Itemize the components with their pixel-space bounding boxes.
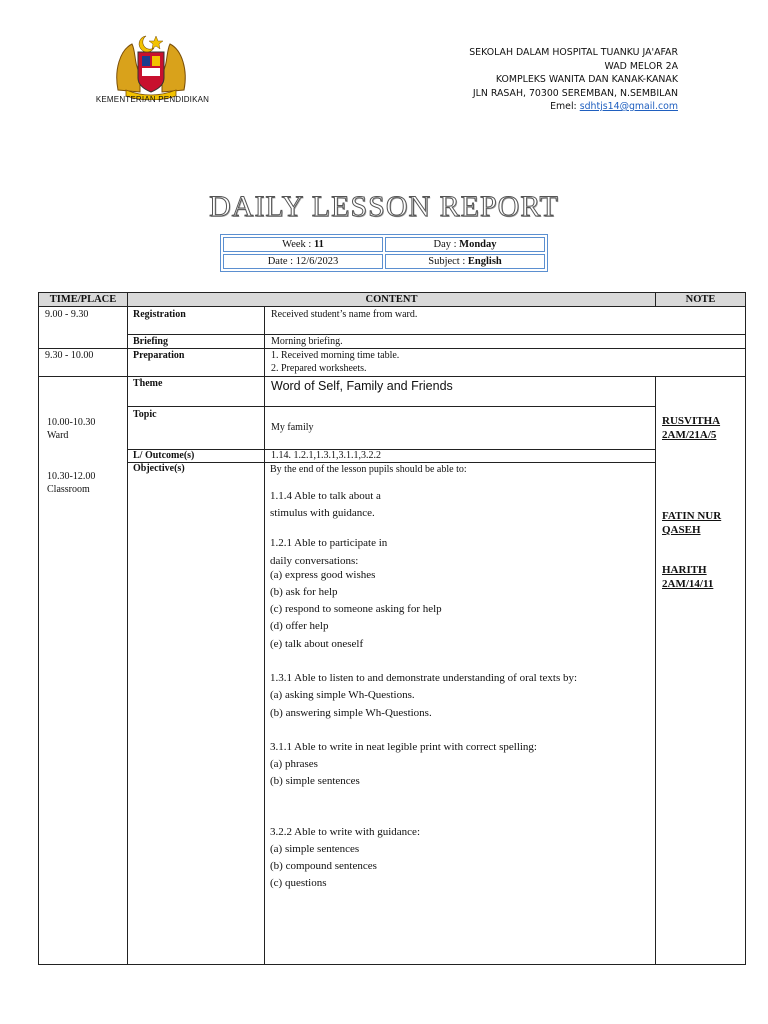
- email-label: Emel:: [550, 101, 580, 112]
- header-note: NOTE: [685, 294, 716, 305]
- objective-intro: By the end of the lesson pupils should be able to:: [270, 464, 467, 475]
- objective-line: 1.3.1 Able to listen to and demonstrate understanding of oral texts by:: [270, 672, 578, 684]
- outcome-label: L/ Outcome(s): [133, 450, 195, 461]
- divider: [655, 376, 656, 964]
- header-time-place: TIME/PLACE: [49, 294, 117, 305]
- note-student-ward: 2AM/14/11: [662, 578, 714, 590]
- divider: [127, 406, 655, 407]
- divider: [264, 306, 265, 964]
- date-label: Date :: [267, 256, 296, 267]
- note-student-ward: 2AM/21A/5: [662, 429, 717, 441]
- objective-line: (a) asking simple Wh-Questions.: [270, 689, 415, 701]
- note-student-name: FATIN NUR: [662, 510, 722, 522]
- objective-line: stimulus with guidance.: [270, 507, 375, 519]
- objective-line: (a) phrases: [270, 758, 318, 770]
- preparation-item-1: 1. Received morning time table.: [271, 350, 400, 361]
- subject-value: English: [467, 256, 502, 267]
- divider: [127, 449, 655, 450]
- outcome-text: 1.14. 1.2.1,1.3.1,3.1.1,3.2.2: [271, 450, 381, 461]
- objective-line: (a) simple sentences: [270, 843, 360, 855]
- objective-line: 3.1.1 Able to write in neat legible print with correct spelling:: [270, 741, 537, 753]
- email-line: [469, 100, 678, 114]
- registration-text: Received student’s name from ward.: [271, 309, 418, 320]
- objective-line: daily conversations:: [270, 555, 359, 567]
- divider: [127, 293, 128, 964]
- ministry-name: KEMENTERIAN PENDIDIKAN: [95, 95, 210, 104]
- objective-line: (b) answering simple Wh-Questions.: [270, 707, 432, 719]
- note-student-name: HARITH: [662, 564, 707, 576]
- subject-cell: [385, 254, 545, 269]
- divider: [39, 376, 745, 377]
- objective-line: (a) express good wishes: [270, 569, 376, 581]
- school-line-1: SEKOLAH DALAM HOSPITAL TUANKU JA'AFAR: [469, 47, 678, 58]
- objective-line: (b) ask for help: [270, 586, 338, 598]
- school-line-2: WAD MELOR 2A: [604, 60, 678, 72]
- objective-line: (e) talk about oneself: [270, 638, 364, 650]
- school-line-3: KOMPLEKS WANITA DAN KANAK-KANAK: [495, 74, 678, 85]
- week-cell: [223, 237, 383, 252]
- place-classroom: Classroom: [47, 484, 90, 495]
- day-value: Monday: [459, 239, 497, 250]
- objective-line: (b) simple sentences: [270, 775, 360, 787]
- registration-label: Registration: [133, 309, 186, 320]
- preparation-label: Preparation: [133, 350, 185, 361]
- objective-label: Objective(s): [133, 463, 185, 474]
- objective-line: (c) respond to someone asking for help: [270, 603, 442, 615]
- email-link[interactable]: sdhtjs14@gmail.com: [579, 101, 678, 112]
- briefing-label: Briefing: [133, 336, 168, 347]
- objective-line: (d) offer help: [270, 620, 329, 632]
- theme-text: Word of Self, Family and Friends: [271, 379, 453, 393]
- week-value: 11: [313, 239, 324, 250]
- lesson-info-table: [220, 234, 548, 272]
- topic-text: My family: [271, 422, 314, 433]
- header-content: CONTENT: [365, 294, 418, 305]
- divider: [127, 334, 745, 335]
- topic-label: Topic: [133, 409, 157, 420]
- time-slot-2: 9.30 - 10.00: [45, 350, 94, 361]
- briefing-text: Morning briefing.: [271, 336, 343, 347]
- school-address-block: [469, 46, 678, 114]
- date-cell: [223, 254, 383, 269]
- time-slot-3: 10.00-10.30: [47, 417, 96, 428]
- day-cell: [385, 237, 545, 252]
- objective-line: (b) compound sentences: [270, 860, 377, 872]
- time-slot-1: 9.00 - 9.30: [45, 309, 89, 320]
- note-student-name: RUSVITHA: [662, 415, 721, 427]
- note-student-name: QASEH: [662, 524, 701, 536]
- preparation-item-2: 2. Prepared worksheets.: [271, 363, 367, 374]
- page-title: DAILY LESSON REPORT: [209, 190, 559, 223]
- time-slot-4: 10.30-12.00: [47, 471, 96, 482]
- subject-label: Subject :: [428, 256, 468, 267]
- objective-line: 3.2.2 Able to write with guidance:: [270, 826, 420, 838]
- school-line-4: JLN RASAH, 70300 SEREMBAN, N.SEMBILAN: [472, 87, 678, 99]
- divider: [39, 306, 745, 307]
- place-ward: Ward: [47, 430, 69, 441]
- lesson-content-table: [38, 292, 746, 965]
- objective-line: 1.1.4 Able to talk about a: [270, 490, 381, 502]
- theme-label: Theme: [133, 378, 163, 389]
- objective-line: (c) questions: [270, 877, 327, 889]
- week-label: Week :: [282, 239, 314, 250]
- date-value: 12/6/2023: [295, 256, 339, 267]
- objective-line: 1.2.1 Able to participate in: [270, 537, 388, 549]
- divider: [39, 348, 745, 349]
- day-label: Day :: [433, 239, 460, 250]
